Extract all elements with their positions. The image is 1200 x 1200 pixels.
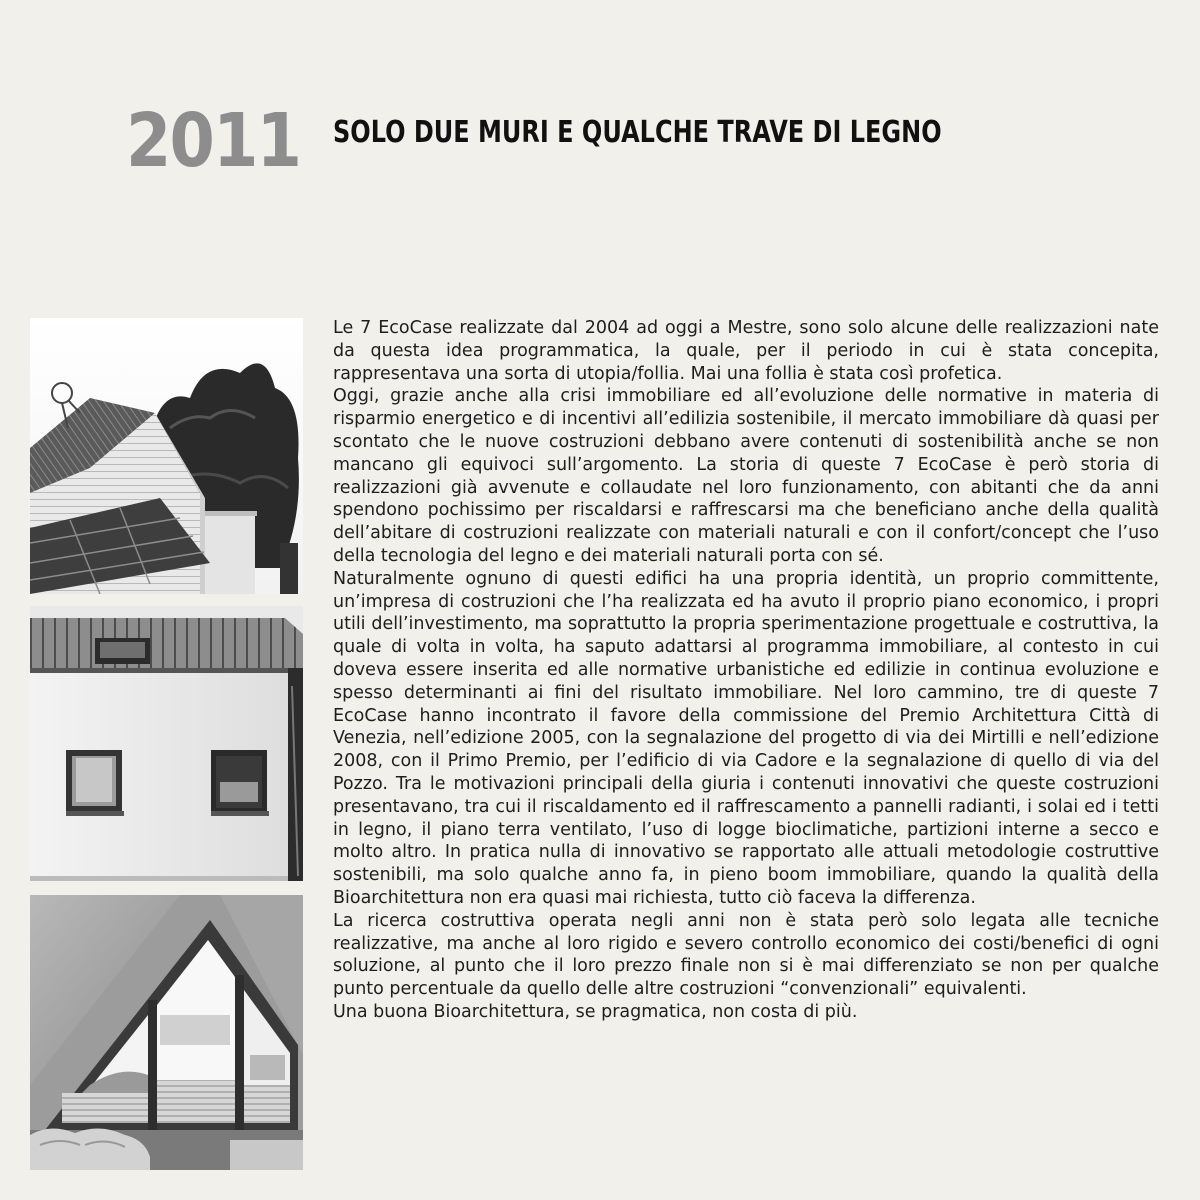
photo-house-exterior (30, 318, 303, 594)
photo-interior-window (30, 895, 303, 1170)
paragraph: Naturalmente ognuno di questi edifici ha una propria identità, un proprio committente, un’impresa di costruzioni che l’ha realizzata ed ha avuto il proprio piano economico, i propri utili dell’investimento, ma soprattutto la propria sperimentazione progettuale e costruttiva, la quale di volta in volta, ha saputo adattarsi al programma immobiliare, al contesto in cui doveva essere inserita ed alle normative urbanistiche ed edilizie in continua evoluzione e spesso determinanti ai fini del risultato immobiliare. Nel loro cammino, tre di queste 7 EcoCase hanno incontrato il favore della commissione del Premio Architettura Città di Venezia, nell’edizione 2005, con la segnalazione del progetto di via dei Mirtilli e nell’edizione 2008, con il Primo Premio, per l’edificio di via Cadore e la segnalazione di quello di via del Pozzo. Tra le motivazioni principali della giuria i contenuti innovativi che queste costruzioni presentavano, tra cui il riscaldamento ed il raffrescamento a pannelli radianti, i solai ed i tetti in legno, il piano terra ventilato, l’uso di logge bioclimatiche, partizioni interne a secco e molto altro. In pratica nulla di innovativo se rapportato alle attuali metodologie costruttive sostenibili, ma solo qualche anno fa, in pieno boom immobiliare, quando la qualità della Bioarchitettura non era quasi mai richiesta, tutto ciò faceva la differenza. (333, 568, 1159, 908)
paragraph: La ricerca costruttiva operata negli anni non è stata però solo legata alle tecniche realizzative, ma anche al loro rigido e severo controllo economico dei costi/benefici di ogni soluzione, al punto che il loro prezzo finale non si è mai differenziato se non per qualche punto percentuale da quello delle altre costruzioni “convenzionali” equivalenti. (333, 910, 1159, 1000)
paragraph: Le 7 EcoCase realizzate dal 2004 ad oggi a Mestre, sono solo alcune delle realizzazioni nate da questa idea programmatica, la quale, per il periodo in cui è stata concepita, rappresentava una sorta di utopia/follia. Mai una follia è stata così profetica. (333, 318, 1159, 384)
article-body (333, 317, 1159, 1024)
paragraph: Oggi, grazie anche alla crisi immobiliare ed all’evoluzione delle normative in materia di risparmio energetico e di incentivi all’edilizia sostenibile, il mercato immobiliare dà quasi per scontato che le nuove costruzioni debbano avere contenuti di sostenibilità anche se non mancano gli equivoci sull’argomento. La storia di queste 7 EcoCase è però storia di realizzazioni già avvenute e collaudate nel loro funzionamento, con abitanti che da anni spendono pochissimo per riscaldarsi e raffrescarsi ma che beneficiano anche della qualità dell’abitare di costruzioni realizzate con materiali naturali e con il confort/concept che l’uso della tecnologia del legno e dei materiali naturali porta con sé. (333, 386, 1159, 566)
photo-facade-windows (30, 606, 303, 881)
year-heading: 2011 (126, 98, 301, 184)
paragraph: Una buona Bioarchitettura, se pragmatica, non costa di più. (333, 1001, 858, 1022)
page-title: SOLO DUE MURI E QUALCHE TRAVE DI LEGNO (333, 115, 942, 150)
